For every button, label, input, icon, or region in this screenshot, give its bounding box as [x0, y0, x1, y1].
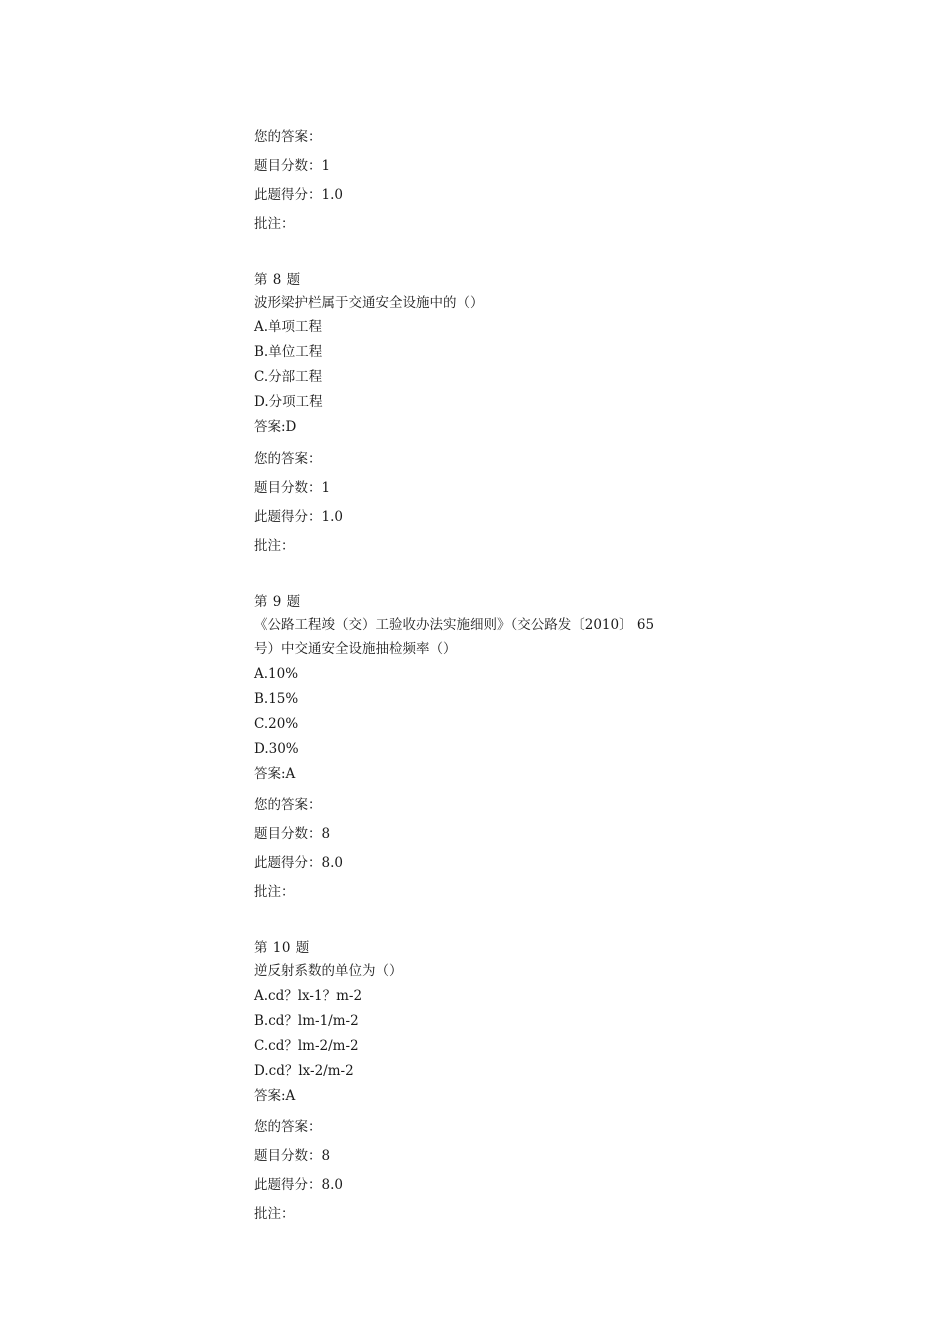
question-number: 第 8 题: [254, 272, 301, 288]
full-score: 题目分数：8: [254, 1148, 331, 1164]
question-stem: 波形梁护栏属于交通安全设施中的（）: [254, 295, 484, 311]
option-b: B.单位工程: [254, 344, 323, 360]
earned-score: 此题得分：1.0: [254, 187, 343, 203]
option-a: A.cd？lx-1？m-2: [254, 988, 363, 1004]
option-d: D.cd？lx-2/m-2: [254, 1063, 354, 1079]
question-stem-line-2: 号）中交通安全设施抽检频率（）: [254, 641, 457, 657]
your-answer-label: 您的答案：: [254, 797, 322, 813]
correct-answer: 答案:A: [254, 766, 296, 782]
comment-label: 批注：: [254, 538, 295, 554]
question-number: 第 10 题: [254, 940, 310, 956]
question-stem: 逆反射系数的单位为（）: [254, 963, 403, 979]
comment-label: 批注：: [254, 1206, 295, 1222]
option-b: B.cd？lm-1/m-2: [254, 1013, 359, 1029]
option-c: C.分部工程: [254, 369, 323, 385]
full-score: 题目分数：8: [254, 826, 331, 842]
option-c: C.cd？lm-2/m-2: [254, 1038, 359, 1054]
option-d: D.分项工程: [254, 394, 323, 410]
earned-score: 此题得分：8.0: [254, 1177, 343, 1193]
comment-label: 批注：: [254, 216, 295, 232]
full-score: 题目分数：1: [254, 158, 331, 174]
your-answer-label: 您的答案：: [254, 451, 322, 467]
option-a: A.单项工程: [254, 319, 323, 335]
earned-score: 此题得分：8.0: [254, 855, 343, 871]
option-c: C.20%: [254, 716, 299, 732]
correct-answer: 答案:D: [254, 419, 297, 435]
full-score: 题目分数：1: [254, 480, 331, 496]
earned-score: 此题得分：1.0: [254, 509, 343, 525]
option-d: D.30%: [254, 741, 299, 757]
question-number: 第 9 题: [254, 594, 301, 610]
your-answer-label: 您的答案：: [254, 129, 322, 145]
comment-label: 批注：: [254, 884, 295, 900]
option-b: B.15%: [254, 691, 299, 707]
question-stem-line-1: 《公路工程竣（交）工验收办法实施细则》（交公路发〔2010〕 65: [254, 617, 655, 633]
option-a: A.10%: [254, 666, 299, 682]
correct-answer: 答案:A: [254, 1088, 296, 1104]
your-answer-label: 您的答案：: [254, 1119, 322, 1135]
